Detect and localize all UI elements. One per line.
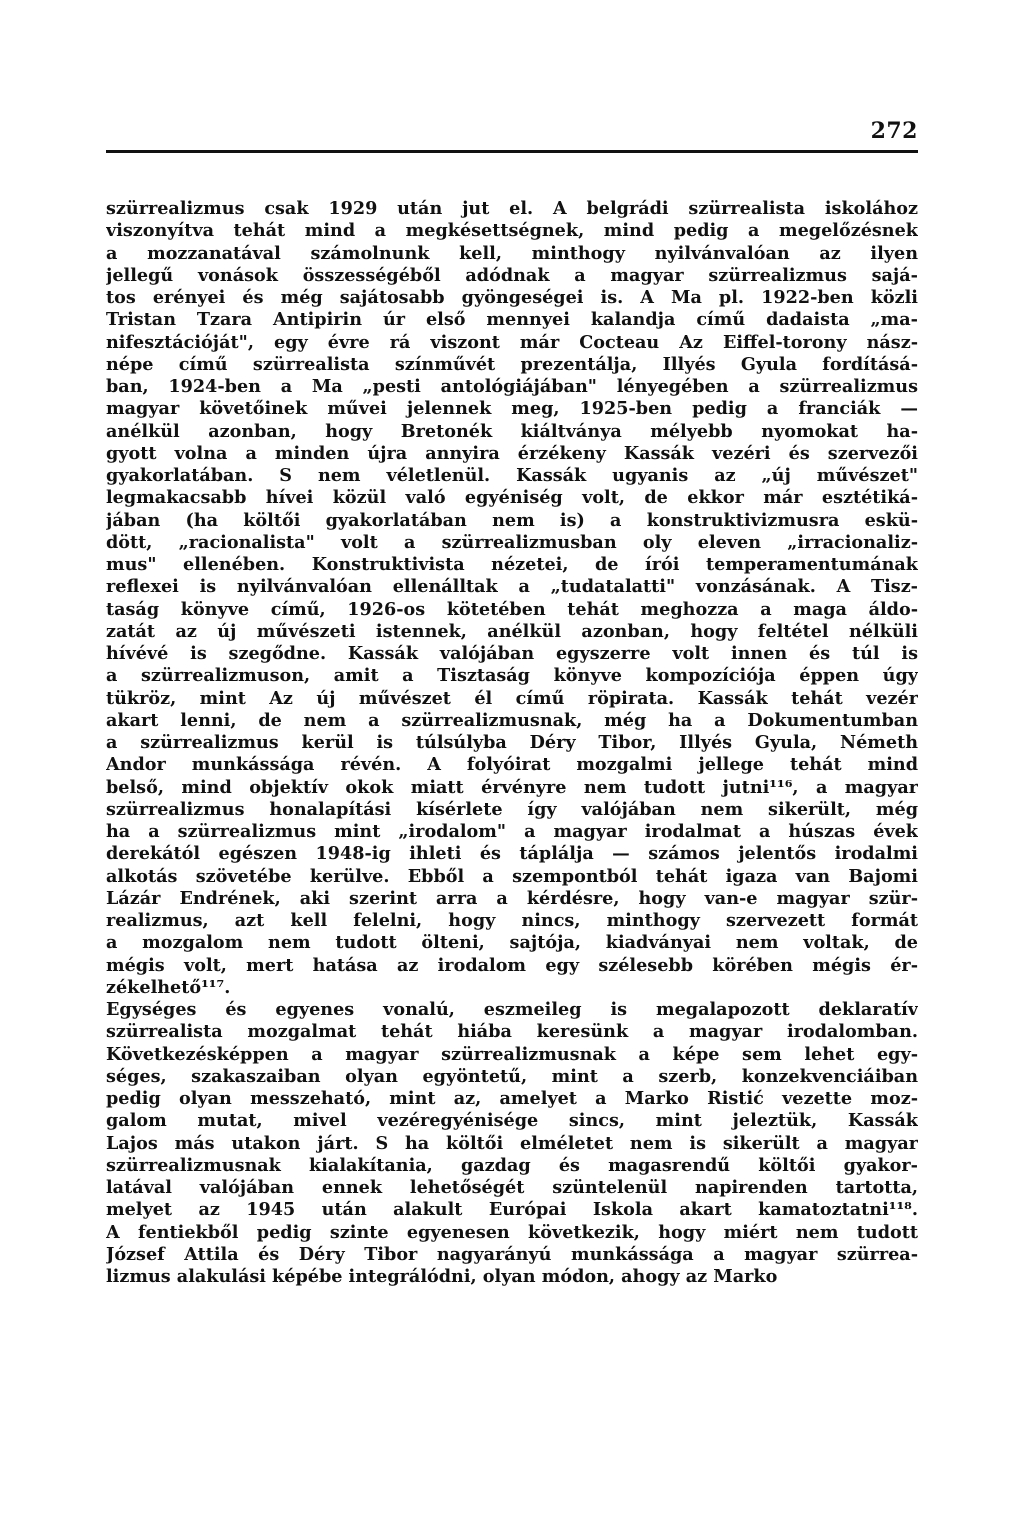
body-text: [106, 198, 918, 1288]
text-line: séges, szakaszaiban olyan egyöntetű, mint a szerb, konzekvenciáiban: [106, 1065, 918, 1087]
text-line: a szürrealizmus kerül is túlsúlyba Déry Tibor, Illyés Gyula, Németh: [106, 732, 918, 753]
text-line: Andor munkássága révén. A folyóirat mozgalmi jellege tehát mind: [106, 754, 918, 776]
text-line: jellegű vonások összességéből adódnak a magyar szürrealizmus sajá-: [106, 264, 918, 286]
text-line: Lajos más utakon járt. S ha költői elméletet nem is sikerült a magyar: [106, 1132, 918, 1154]
text-line: lizmus alakulási képébe integrálódni, olyan módon, ahogy az Marko: [106, 1266, 778, 1287]
text-line: legmakacsabb hívei közül való egyéniség volt, de ekkor már esztétiká-: [106, 487, 918, 509]
text-line: melyet az 1945 után alakult Európai Iskola akart kamatoztatni¹¹⁸.: [106, 1199, 918, 1221]
text-line: ban, 1924-ben a Ma „pesti antológiájában" lényegében a szürrealizmus: [106, 376, 918, 397]
text-line: pedig olyan messzeható, mint az, amelyet a Marko Ristić vezette moz-: [106, 1088, 918, 1109]
text-line: gyott volna a minden újra annyira érzékeny Kassák vezéri és szervezői: [106, 442, 918, 464]
text-line: Következésképpen a magyar szürrealizmusnak a képe sem lehet egy-: [106, 1043, 918, 1065]
text-line: realizmus, azt kell felelni, hogy nincs, minthogy szervezett formát: [106, 910, 918, 931]
text-line: József Attila és Déry Tibor nagyarányú munkássága a magyar szürrea-: [106, 1243, 918, 1265]
text-line: galom mutat, mivel vezéregyénisége sincs, mint jeleztük, Kassák: [106, 1110, 918, 1132]
text-line: latával valójában ennek lehetőségét szüntelenül napirenden tartotta,: [106, 1177, 918, 1198]
text-line: Lázár Endrének, aki szerint arra a kérdésre, hogy van-e magyar szür-: [106, 887, 918, 909]
text-line: szürrealizmus csak 1929 után jut el. A belgrádi szürrealista iskolához: [106, 198, 918, 219]
text-line: szürrealizmusnak kialakítania, gazdag és magasrendű költői gyakor-: [106, 1154, 918, 1176]
text-line: szürrealizmus honalapítási kísérlete így valójában nem sikerült, még: [106, 798, 918, 820]
text-line: tükröz, mint Az új művészet él című röpirata. Kassák tehát vezér: [106, 687, 918, 709]
text-line: Tristan Tzara Antipirin úr első mennyei kalandja című dadaista „ma-: [106, 309, 918, 331]
text-line: A fentiekből pedig szinte egyenesen következik, hogy miért nem tudott: [106, 1221, 918, 1243]
text-line: gyakorlatában. S nem véletlenül. Kassák ugyanis az „új művészet": [106, 465, 918, 486]
header-rule: [106, 150, 918, 153]
text-line: tos erényei és még sajátosabb gyöngeségei is. A Ma pl. 1922-ben közli: [106, 287, 918, 308]
paragraph-2: [106, 999, 918, 1288]
page-number: 272: [870, 118, 918, 144]
text-line: dött, „racionalista" volt a szürrealizmusban oly eleven „irracionaliz-: [106, 531, 918, 553]
text-line: zékelhető¹¹⁷.: [106, 976, 231, 998]
text-line: magyar követőinek művei jelennek meg, 1925-ben pedig a franciák —: [106, 398, 918, 420]
paragraph-1: [106, 198, 918, 999]
text-line: viszonyítva tehát mind a megkésettségnek, mind pedig a megelőzésnek: [106, 220, 918, 242]
text-line: alkotás szövetébe kerülve. Ebből a szempontból tehát igaza van Bajomi: [106, 865, 918, 887]
text-line: nifesztációját", egy évre rá viszont már Cocteau Az Eiffel-torony nász-: [106, 331, 918, 353]
text-line: reflexei is nyilvánvalóan ellenálltak a „tudatalatti" vonzásának. A Tisz-: [106, 576, 918, 598]
text-line: mégis volt, mert hatása az irodalom egy szélesebb körében mégis ér-: [106, 954, 918, 976]
text-line: a mozgalom nem tudott ölteni, sajtója, kiadványai nem voltak, de: [106, 932, 918, 954]
text-line: népe című szürrealista színművét prezentálja, Illyés Gyula fordításá-: [106, 353, 918, 375]
text-line: akart lenni, de nem a szürrealizmusnak, még ha a Dokumentumban: [106, 709, 918, 731]
text-line: taság könyve című, 1926-os kötetében tehát meghozza a maga áldo-: [106, 598, 918, 620]
text-line: derekától egészen 1948-ig ihleti és táplálja — számos jelentős irodalmi: [106, 843, 918, 865]
text-line: anélkül azonban, hogy Bretonék kiáltványa mélyebb nyomokat ha-: [106, 420, 918, 442]
text-line: Egységes és egyenes vonalú, eszmeileg is megalapozott deklaratív: [106, 999, 918, 1020]
text-line: szürrealista mozgalmat tehát hiába keresünk a magyar irodalomban.: [106, 1021, 918, 1043]
text-line: belső, mind objektív okok miatt érvényre nem tudott jutni¹¹⁶, a magyar: [106, 776, 918, 798]
text-line: a mozzanatával számolnunk kell, minthogy nyilvánvalóan az ilyen: [106, 242, 918, 264]
text-line: jában (ha költői gyakorlatában nem is) a konstruktivizmusra eskü-: [106, 509, 918, 531]
text-line: ha a szürrealizmus mint „irodalom" a magyar irodalmat a húszas évek: [106, 821, 918, 842]
text-line: zatát az új művészeti istennek, anélkül azonban, hogy feltétel nélküli: [106, 620, 918, 642]
text-line: a szürrealizmuson, amit a Tisztaság könyve kompozíciója éppen úgy: [106, 665, 918, 687]
text-line: hívévé is szegődne. Kassák valójában egyszerre volt innen és túl is: [106, 643, 918, 664]
text-line: mus" ellenében. Konstruktivista nézetei, de írói temperamentumának: [106, 554, 918, 575]
